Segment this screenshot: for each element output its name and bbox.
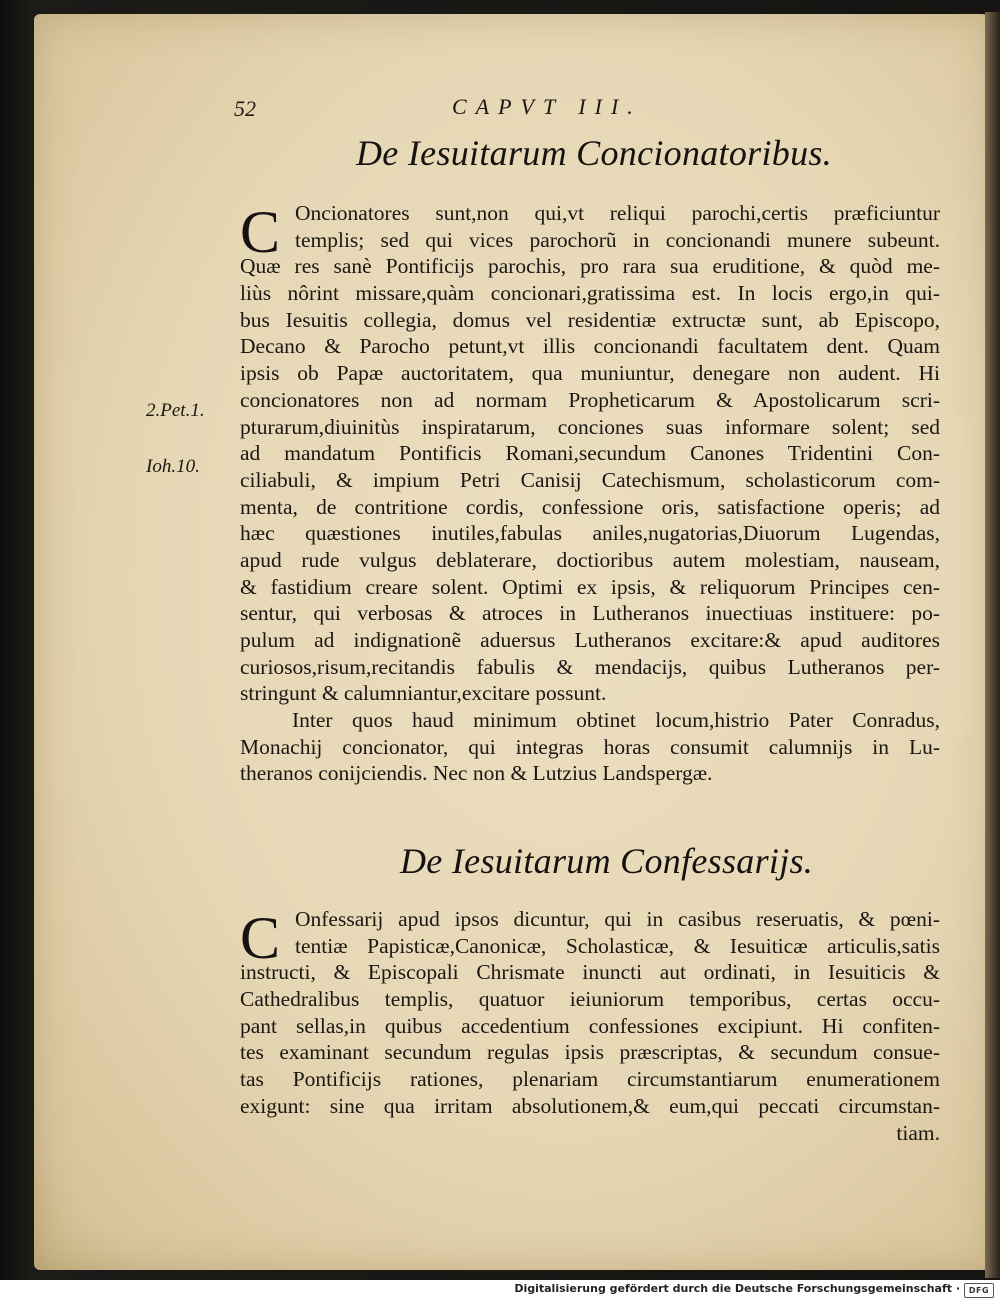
- text-line: apud rude vulgus deblaterare, doctioribus autem molestiam, nauseam,: [240, 547, 940, 572]
- text-line: tentiæ Papisticæ,Canonicæ, Scholasticæ, & Iesuiticæ articulis,satis: [295, 933, 940, 958]
- text-line: Inter quos haud minimum obtinet locum,histrio Pater Conradus,: [292, 708, 940, 733]
- text-line: hæc quæstiones inutiles,fabulas aniles,nugatorias,Diuorum Lugendas,: [240, 521, 940, 546]
- text-line: theranos conijciendis. Nec non & Lutzius Landspergæ.: [240, 761, 713, 786]
- text-line: ipsis ob Papæ auctoritatem, qua muniuntur, denegare non audent. Hi: [240, 361, 940, 386]
- text-line: templis; sed qui vices parochorũ in concionandi munere subeunt.: [295, 227, 940, 252]
- text-line: Cathedralibus templis, quatuor ieiuniorum temporibus, certas occu-: [240, 987, 940, 1012]
- text-line: tas Pontificijs rationes, plenariam circumstantiarum enumerationem: [240, 1067, 940, 1092]
- section-title: De Iesuitarum Concionatoribus.: [356, 133, 832, 173]
- text-line: Oncionatores sunt,non qui,vt reliqui parochi,certis præficiuntur: [295, 201, 940, 225]
- text-line: curiosos,risum,recitandis fabulis & mendacijs, quibus Lutheranos per-: [240, 654, 940, 679]
- text-line: concionatores non ad normam Propheticarum & Apostolicarum scri-: [240, 387, 940, 412]
- text-line: Quæ res sanè Pontificijs parochis, pro rara sua eruditione, & quòd me-: [240, 254, 940, 279]
- text-line: pturarum,diuinitùs inspiratarum, conciones suas informare solent; sed: [240, 414, 940, 439]
- text-line: ad mandatum Pontificis Romani,secundum Canones Tridentini Con-: [240, 441, 940, 466]
- chapter-heading: CAPVT III.: [452, 94, 642, 119]
- page-edge: [985, 12, 1000, 1278]
- text-line: bus Iesuitis collegia, domus vel residentiæ extructæ sunt, ab Episcopo,: [240, 307, 940, 332]
- text-line: liùs nôrint missare,quàm concionari,gratissima est. In locis ergo,in qui-: [240, 281, 940, 306]
- text-line: pulum ad indignationẽ aduersus Lutheranos excitare:& apud auditores: [240, 628, 940, 652]
- section-body: [240, 906, 940, 1146]
- section-body: [240, 200, 940, 787]
- text-line: Monachij concionator, qui integras horas consumit calumnijs in Lu-: [240, 734, 940, 759]
- running-head: [234, 94, 754, 128]
- text-line: instructi, & Episcopali Chrismate inuncti aut ordinati, in Iesuiticis &: [240, 960, 940, 985]
- text-line: tes examinant secundum regulas ipsis præscriptas, & secundum consue-: [240, 1040, 940, 1065]
- text-line: Decano & Parocho petunt,vt illis concionandi facultatem dent. Quam: [240, 334, 940, 359]
- text-line: menta, de contritione cordis, confessione oris, satisfactione operis; ad: [240, 494, 940, 519]
- text-line: pant sellas,in quibus accedentium confessiones excipiunt. Hi confiten-: [240, 1013, 940, 1038]
- text-line: sentur, qui verbosas & atroces in Lutheranos inuectiuas instituere: po-: [240, 601, 940, 626]
- text-line: Onfessarij apud ipsos dicuntur, qui in casibus reseruatis, & pœni-: [295, 907, 940, 931]
- funding-note: Digitalisierung gefördert durch die Deutsche Forschungsgemeinschaft ·: [514, 1282, 960, 1295]
- text-line: ciliabuli, & impium Petri Canisij Catechismum, scholasticorum com-: [240, 467, 940, 492]
- drop-initial: C: [240, 199, 281, 265]
- text-line: exigunt: sine qua irritam absolutionem,& eum,qui peccati circumstan-: [240, 1093, 940, 1118]
- drop-initial: C: [240, 905, 281, 971]
- footer-bar: [0, 1280, 1000, 1300]
- margin-note: 2.Pet.1.: [146, 400, 205, 421]
- text-line: & fastidium creare solent. Optimi ex ipsis, & reliquorum Principes cen-: [240, 574, 940, 599]
- page-number: 52: [234, 96, 256, 121]
- section-title: De Iesuitarum Confessarijs.: [400, 841, 814, 881]
- margin-note: Ioh.10.: [146, 456, 200, 477]
- catchword: tiam.: [896, 1120, 940, 1145]
- text-line: stringunt & calumniantur,excitare possunt.: [240, 681, 607, 706]
- dfg-logo: DFG: [964, 1283, 994, 1298]
